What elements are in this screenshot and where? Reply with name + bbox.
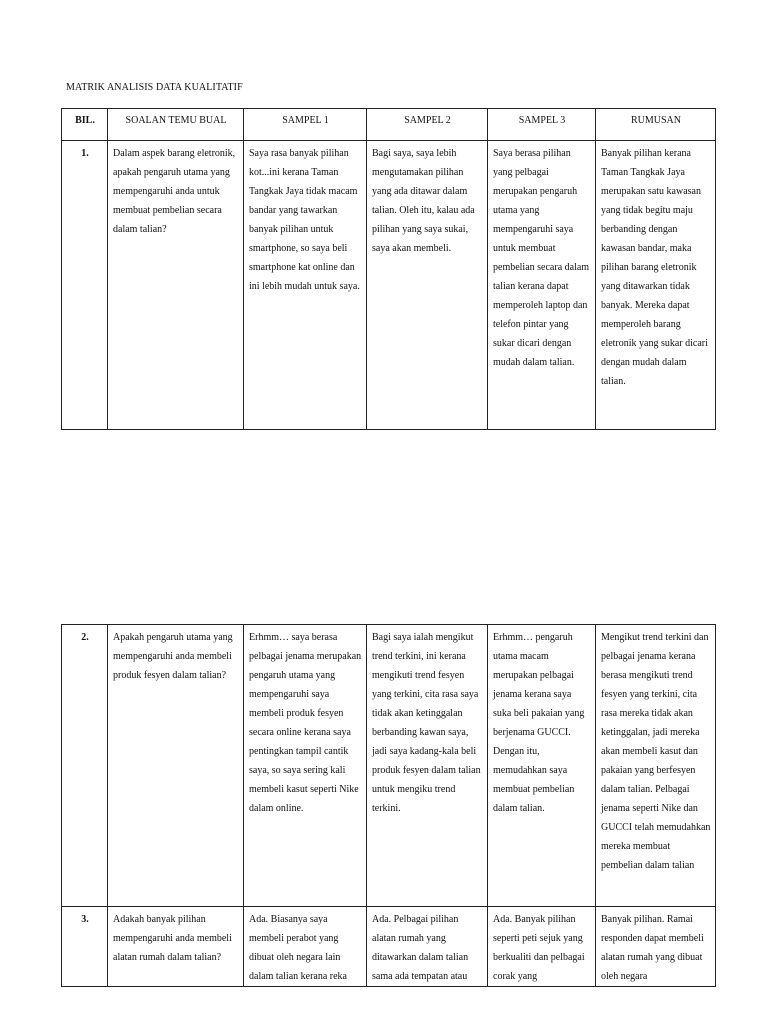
question-cell: Adakah banyak pilihan mempengaruhi anda membeli alatan rumah dalam talian? bbox=[108, 907, 244, 987]
header-sampel-2: SAMPEL 2 bbox=[367, 109, 488, 141]
row-number: 3. bbox=[62, 907, 108, 987]
document-title: MATRIK ANALISIS DATA KUALITATIF bbox=[66, 82, 243, 93]
sample-3-cell: Ada. Banyak pilihan seperti peti sejuk yang berkualiti dan pelbagai corak yang bbox=[488, 907, 596, 987]
sample-1-cell: Ada. Biasanya saya membeli perabot yang dibuat oleh negara lain dalam talian kerana reka bbox=[244, 907, 367, 987]
sample-2-cell: Ada. Pelbagai pilihan alatan rumah yang ditawarkan dalam talian sama ada tempatan atau bbox=[367, 907, 488, 987]
row-number: 1. bbox=[62, 141, 108, 430]
header-sampel-3: SAMPEL 3 bbox=[488, 109, 596, 141]
summary-cell: Banyak pilihan kerana Taman Tangkak Jaya merupakan satu kawasan yang tidak begitu maju berbanding dengan kawasan bandar, maka pilihan barang eletronik yang ditawarkan tidak banyak. Mereka dapat memperoleh barang eletronik yang sukar dicari dengan mudah dalam talian. bbox=[596, 141, 716, 430]
summary-cell: Mengikut trend terkini dan pelbagai jenama kerana berasa mengikuti trend fesyen yang terkini, cita rasa mereka tidak akan ketinggalan, jadi mereka akan membeli kasut dan pakaian yang berfesyen dalam talian. Pelbagai jenama seperti Nike dan GUCCI telah memudahkan mereka membuat pembelian dalam talian bbox=[596, 625, 716, 907]
sample-2-cell: Bagi saya ialah mengikut trend terkini, ini kerana mengikuti trend fesyen yang terkini, cita rasa saya tidak akan ketinggalan berbanding kawan saya, jadi saya kadang-kala beli produk fesyen dalam talian untuk mengiku trend terkini. bbox=[367, 625, 488, 907]
question-cell: Apakah pengaruh utama yang mempengaruhi anda membeli produk fesyen dalam talian? bbox=[108, 625, 244, 907]
analysis-matrix-table-part-1 bbox=[61, 108, 716, 430]
header-bil: BIL. bbox=[62, 109, 108, 141]
sample-3-cell: Erhmm… pengaruh utama macam merupakan pelbagai jenama kerana saya suka beli pakaian yang berjenama GUCCI. Dengan itu, memudahkan saya membuat pembelian dalam talian. bbox=[488, 625, 596, 907]
header-sampel-1: SAMPEL 1 bbox=[244, 109, 367, 141]
table-row bbox=[62, 625, 716, 907]
sample-1-cell: Erhmm… saya berasa pelbagai jenama merupakan pengaruh utama yang mempengaruhi saya membeli produk fesyen secara online kerana saya pentingkan tampil cantik saya, so saya sering kali membeli kasut seperti Nike dalam online. bbox=[244, 625, 367, 907]
header-soalan: SOALAN TEMU BUAL bbox=[108, 109, 244, 141]
question-cell: Dalam aspek barang eletronik, apakah pengaruh utama yang mempengaruhi anda untuk membuat pembelian secara dalam talian? bbox=[108, 141, 244, 430]
table-row bbox=[62, 907, 716, 987]
analysis-matrix-table-part-2 bbox=[61, 624, 716, 987]
summary-cell: Banyak pilihan. Ramai responden dapat membeli alatan rumah yang dibuat oleh negara bbox=[596, 907, 716, 987]
table-row bbox=[62, 141, 716, 430]
sample-3-cell: Saya berasa pilihan yang pelbagai merupakan pengaruh utama yang mempengaruhi saya untuk membuat pembelian secara dalam talian kerana dapat memperoleh laptop dan telefon pintar yang sukar dicari dengan mudah dalam talian. bbox=[488, 141, 596, 430]
sample-1-cell: Saya rasa banyak pilihan kot...ini kerana Taman Tangkak Jaya tidak macam bandar yang tawarkan banyak pilihan untuk smartphone, so saya beli smartphone kat online dan ini lebih mudah untuk saya. bbox=[244, 141, 367, 430]
table-header-row bbox=[62, 109, 716, 141]
header-rumusan: RUMUSAN bbox=[596, 109, 716, 141]
sample-2-cell: Bagi saya, saya lebih mengutamakan pilihan yang ada ditawar dalam talian. Oleh itu, kalau ada pilihan yang saya sukai, saya akan membeli. bbox=[367, 141, 488, 430]
row-number: 2. bbox=[62, 625, 108, 907]
